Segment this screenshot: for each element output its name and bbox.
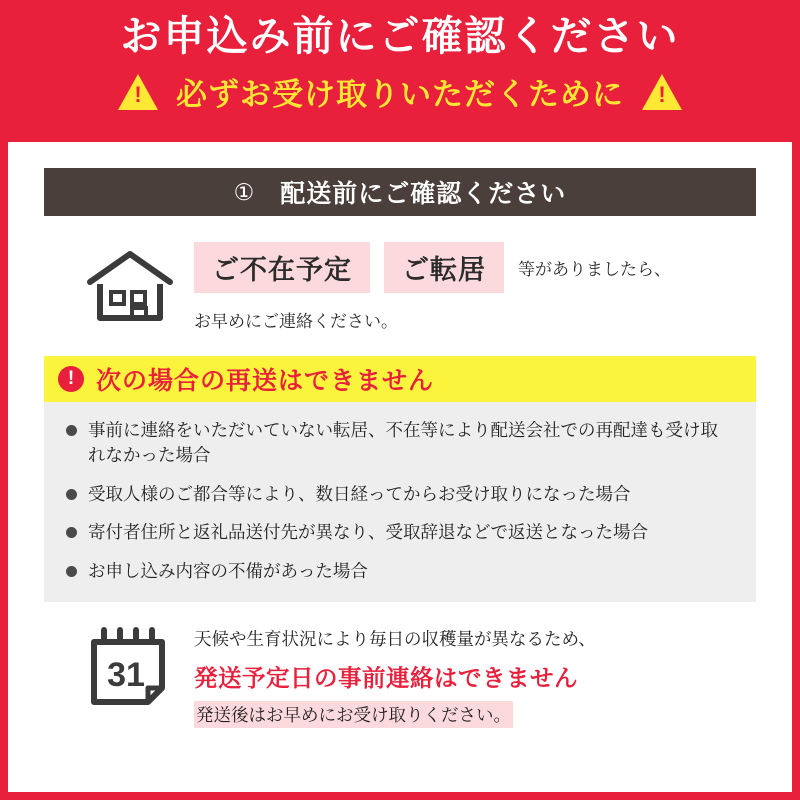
calendar-icon <box>84 624 176 715</box>
tag-suffix-text: 等がありましたら、 <box>518 260 671 279</box>
header-subtitle-row <box>118 69 682 114</box>
absence-notice-block <box>44 242 756 332</box>
tag-relocation: ご転居 <box>384 242 504 293</box>
bullet-icon <box>66 566 77 577</box>
list-item-text: 寄付者住所と返礼品送付先が異なり、受取辞退などで返送となった場合 <box>88 522 648 543</box>
shipping-date-block <box>44 624 756 728</box>
tag-line <box>194 242 756 293</box>
warning-exclamation-right: ! <box>658 81 666 107</box>
house-icon <box>84 242 176 331</box>
no-advance-notice-text: 発送予定日の事前連絡はできません <box>194 664 578 691</box>
exclamation-icon: ! <box>58 366 84 392</box>
content-panel <box>8 142 792 792</box>
list-item <box>66 482 734 507</box>
shipping-date-text <box>176 624 756 728</box>
warning-exclamation-left: ! <box>134 81 142 107</box>
page-title: お申込み前にご確認ください <box>120 13 680 59</box>
reasons-list <box>44 402 756 602</box>
list-item-text: 受取人様のご都合等により、数日経ってからお受け取りになった場合 <box>88 483 631 504</box>
section-title: 配送前にご確認ください <box>280 180 567 208</box>
section-header-bar <box>44 168 756 216</box>
bullet-icon <box>66 425 77 436</box>
warning-triangle-icon-left <box>118 74 158 110</box>
pickup-reminder-text: 発送後はお早めにお受け取りください。 <box>194 701 513 728</box>
bullet-icon <box>66 527 77 538</box>
contact-note: お早めにご連絡ください。 <box>194 312 398 331</box>
header-banner <box>0 0 800 142</box>
bullet-icon <box>66 489 77 500</box>
no-reship-warning-text: 次の場合の再送はできません <box>96 367 435 395</box>
tag-absence: ご不在予定 <box>194 242 370 293</box>
list-item-text: お申し込み内容の不備があった場合 <box>88 560 368 581</box>
header-subtitle: 必ずお受け取りいただくために <box>176 77 624 113</box>
warning-triangle-icon-right <box>642 74 682 110</box>
absence-notice-text <box>176 242 756 332</box>
list-item <box>66 520 734 545</box>
section-number: ① <box>233 178 255 205</box>
list-item-text: 事前に連絡をいただいていない転居、不在等により配送会社での再配達も受け取れなかった場合 <box>88 420 718 466</box>
no-reship-warning-bar <box>44 356 756 402</box>
list-item <box>66 418 734 469</box>
harvest-note: 天候や生育状況により毎日の収穫量が異なるため、 <box>194 628 596 649</box>
svg-text:31: 31 <box>107 655 145 694</box>
list-item <box>66 559 734 584</box>
